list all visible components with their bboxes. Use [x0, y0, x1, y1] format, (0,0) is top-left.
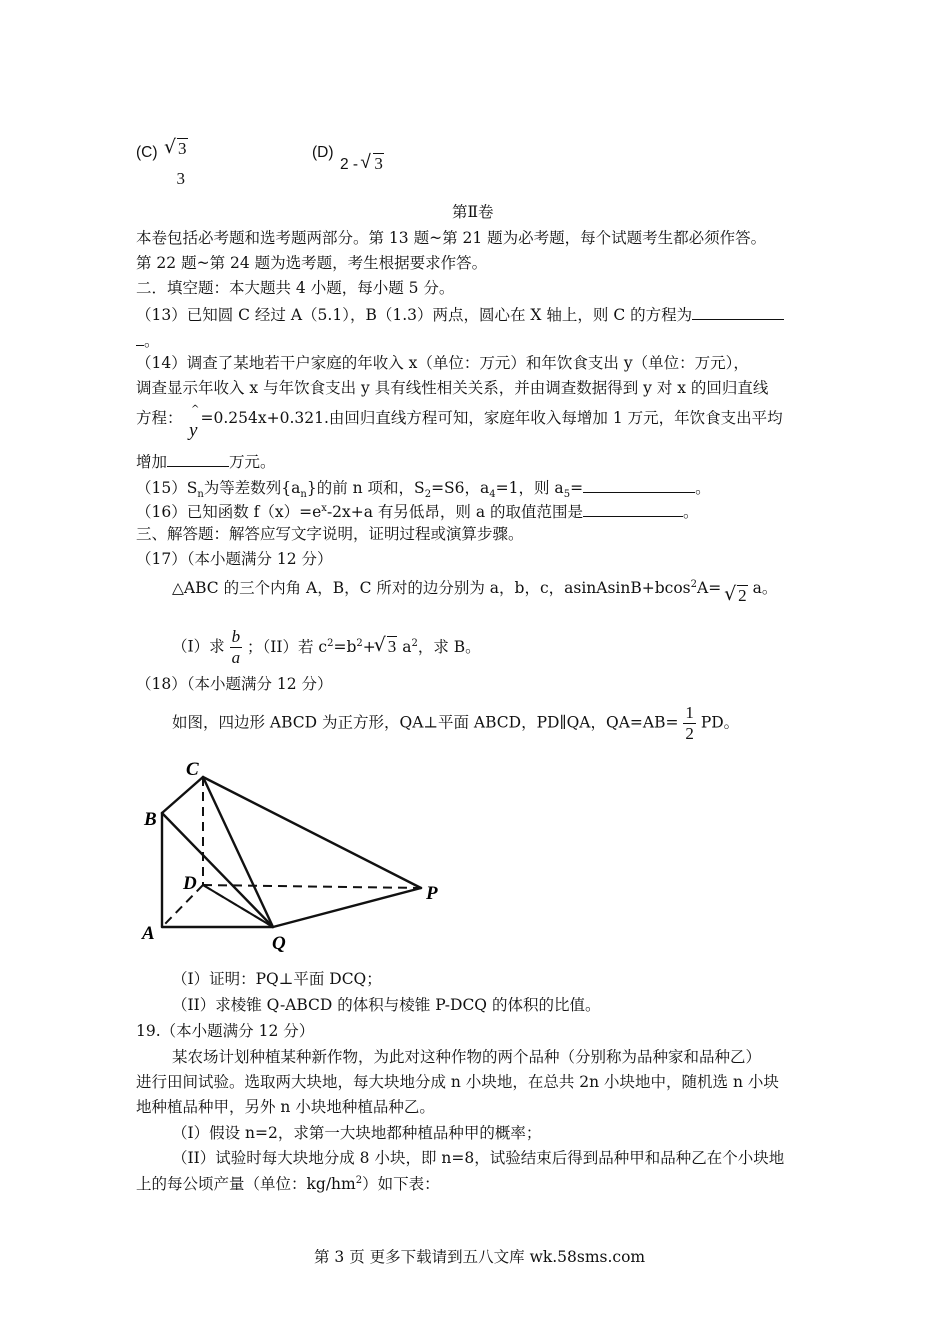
q18-part-2: （II）求棱锥 Q-ABCD 的体积与棱锥 P-DCQ 的体积的比值。 — [172, 996, 601, 1014]
choice-c-label: (C) — [136, 144, 158, 161]
q14-y-hat: y — [189, 420, 198, 441]
edge-qp — [273, 888, 421, 927]
edge-cb — [162, 777, 203, 813]
label-b: B — [144, 809, 157, 830]
q14-line3-text: =0.254x+0.321.由回归直线方程可知，家庭年收入每增加 1 万元，年饮食支出平均 — [200, 409, 783, 427]
intro-line-1: 本卷包括必考题和选考题两部分。第 13 题~第 21 题为必考题，每个试题考生都必须作答。 — [136, 229, 767, 247]
label-c: C — [186, 759, 199, 780]
question-13 — [136, 305, 784, 324]
label-q: Q — [272, 933, 286, 954]
question-15: $(15)S_n$为等差数列$\{a_n\}$的前 n 项和，$S_2=S6$，$a_4=1$，则 $a_5=$ 。 — [136, 479, 711, 501]
pyramid-figure — [136, 755, 456, 955]
label-d: D — [183, 873, 197, 894]
q17-line-2: （I）求 $\frac{b}{a}$ ；（II）若 $c^2=b^2+√$ 3 $a^2$，求 B。 — [172, 627, 481, 667]
q19-heading: 19.（本小题满分 12 分） — [136, 1022, 315, 1040]
q19-line-1: 某农场计划种植某种新作物，为此对这种作物的两个品种（分别称为品种家和品种乙） — [172, 1048, 762, 1066]
q18-heading: （18）（本小题满分 12 分） — [136, 675, 333, 693]
q15-blank — [583, 478, 695, 493]
q19-line-3: 地种植品种甲，另外 n 小块地种植品种乙。 — [136, 1098, 435, 1116]
part2-heading: 二．填空题：本大题共 4 小题，每小题 5 分。 — [136, 279, 455, 297]
q18-part-1: （I）证明：PQ⊥平面 DCQ； — [172, 970, 382, 988]
q13-text: （13）已知圆 C 经过 A（5.1），B（1.3）两点，圆心在 X 轴上，则 C 的方程为 — [136, 306, 693, 324]
q19-line-2: 进行田间试验。选取两大块地，每大块地分成 n 小块地，在总共 2n 小块地中，随机选 n 小块 — [136, 1073, 779, 1091]
q17-sqrt3: √ 3 — [376, 638, 398, 656]
q14-line-1: （14）调查了某地若干户家庭的年收入 x（单位：万元）和年饮食支出 y（单位：万元）， — [136, 354, 749, 372]
part3-heading: 三、解答题：解答应写文字说明，证明过程或演算步骤。 — [136, 525, 524, 543]
choice-d-pre: 2 - — [340, 156, 359, 173]
q17-sqrt2: √ 2 — [726, 587, 748, 605]
choice-c-denominator: 3 — [176, 168, 185, 188]
q14-blank — [167, 452, 229, 467]
section-title: 第Ⅱ卷 — [452, 203, 494, 221]
q13-continued — [136, 331, 160, 350]
q14-line-3 — [136, 411, 783, 427]
q14-line-2: 调查显示年收入 x 与年饮食支出 y 具有线性相关关系，并由调查数据得到 y 对 x 的回归直线 — [136, 379, 769, 397]
q14-line-4 — [136, 452, 276, 471]
intro-line-2: 第 22 题~第 24 题为选考题，考生根据要求作答。 — [136, 254, 488, 272]
choice-d — [340, 155, 384, 173]
q14-line3-prefix: 方程： — [136, 409, 183, 427]
q14-hat: ^ — [191, 404, 200, 415]
q17-heading: （17）（本小题满分 12 分） — [136, 550, 333, 568]
q13-blank-cont — [136, 331, 144, 346]
q13-blank — [692, 305, 784, 320]
q16-blank — [583, 502, 683, 517]
choice-d-sqrt: √ 3 — [362, 155, 384, 173]
label-a: A — [142, 923, 155, 944]
q17-line-1: △ABC 的三个内角 A，B，C 所对的边分别为 a，b，c，asinAsinB+bcos$^2$A= √ 2 a。 — [172, 579, 777, 597]
choice-c-sqrt: √ 3 — [166, 140, 188, 158]
question-16: （16）已知函数 $f(x)=e^x-2x+a$ 有另低昂，则 a 的取值范围是 。 — [136, 502, 699, 521]
q14-line4-prefix: 增加 — [136, 453, 168, 471]
choice-c — [136, 145, 158, 161]
edge-cq — [203, 777, 273, 927]
q17-fraction-b-over-a: $\frac{b}{a}$ — [231, 627, 241, 667]
q19-part-1: （I）假设 n=2，求第一大块地都种植品种甲的概率； — [172, 1124, 542, 1142]
q13-end: 。 — [144, 332, 160, 350]
q18-fraction-half: $\frac{1}{2}$ — [685, 703, 694, 743]
q18-line-1: 如图，四边形 ABCD 为正方形，QA⊥平面 ABCD，PD∥QA，QA=AB= $\frac{1}{2}$ PD。 — [172, 703, 740, 743]
q19-part-2: （II）试验时每大块地分成 8 小块，即 n=8，试验结束后得到品种甲和品种乙在个小块地 — [172, 1149, 785, 1167]
edge-cp — [203, 777, 421, 888]
choice-c-fraction — [166, 140, 188, 187]
q14-line4-suffix: 万元。 — [229, 453, 276, 471]
label-p: P — [426, 883, 438, 904]
choice-d-label: (D) — [312, 144, 334, 161]
page-footer: 第 3 页 更多下载请到五八文库 wk.58sms.com — [314, 1248, 646, 1266]
q19-part-3: 上的每公顷产量（单位：$kg/hm^2$）如下表： — [136, 1175, 440, 1194]
